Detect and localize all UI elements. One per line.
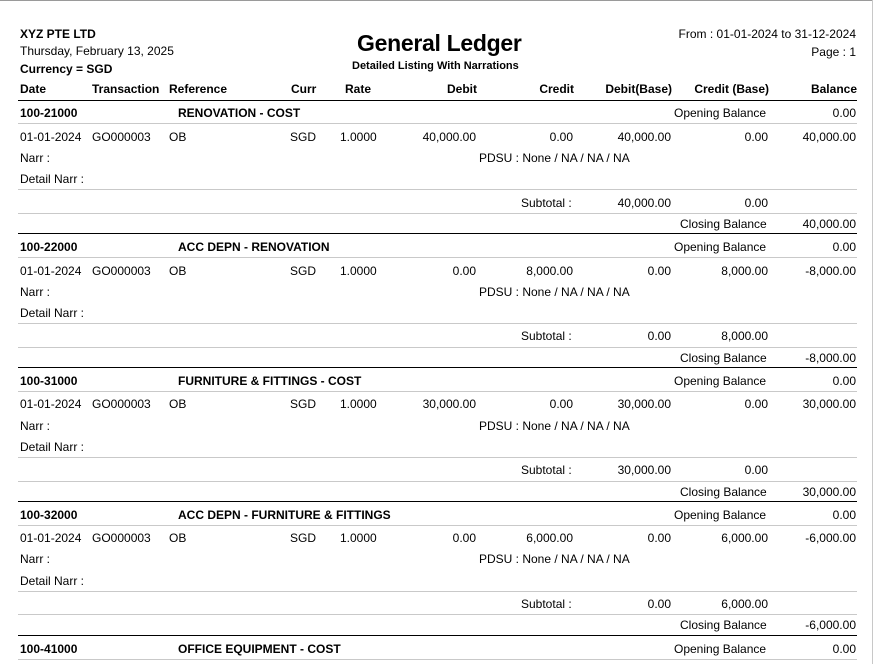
row-divider <box>18 257 857 258</box>
col-debit: Debit <box>447 82 477 96</box>
row-divider <box>18 189 857 190</box>
entry-credit-base: 6,000.00 <box>721 531 768 545</box>
entry-credit: 0.00 <box>549 130 573 144</box>
account-divider <box>18 501 857 502</box>
entry-credit-base: 0.00 <box>744 397 768 411</box>
account-code: 100-32000 <box>20 508 78 522</box>
entry-curr: SGD <box>290 130 317 144</box>
row-divider <box>18 591 857 592</box>
opening-balance-label: Opening Balance <box>674 240 767 254</box>
closing-balance-value: -6,000.00 <box>805 618 856 632</box>
opening-balance-value: 0.00 <box>832 374 856 388</box>
subtotal-label: Subtotal : <box>521 196 572 210</box>
row-divider <box>18 481 857 482</box>
report-title: General Ledger <box>357 30 522 56</box>
account-divider <box>18 367 857 368</box>
detail-narr-label: Detail Narr : <box>20 574 85 588</box>
entry-date: 01-01-2024 <box>20 264 82 278</box>
entry-reference: OB <box>169 397 187 411</box>
row-divider <box>18 457 857 458</box>
subtotal-debit: 30,000.00 <box>617 463 671 477</box>
closing-balance-label: Closing Balance <box>680 351 767 365</box>
entry-balance: 40,000.00 <box>802 130 856 144</box>
account-code: 100-41000 <box>20 642 78 656</box>
entry-rate: 1.0000 <box>340 531 377 545</box>
column-header-row <box>18 81 857 101</box>
entry-credit: 0.00 <box>549 397 573 411</box>
entry-curr: SGD <box>290 397 317 411</box>
entry-curr: SGD <box>290 531 317 545</box>
entry-debit-base: 40,000.00 <box>617 130 671 144</box>
account-divider <box>18 635 857 636</box>
narr-label: Narr : <box>20 285 50 299</box>
col-curr: Curr <box>291 82 317 96</box>
entry-reference: OB <box>169 264 187 278</box>
narr-label: Narr : <box>20 552 50 566</box>
subtotal-debit: 0.00 <box>647 597 671 611</box>
subtotal-credit: 0.00 <box>744 196 768 210</box>
account-name: FURNITURE & FITTINGS - COST <box>178 374 362 388</box>
subtotal-credit: 0.00 <box>744 463 768 477</box>
account-name: ACC DEPN - FURNITURE & FITTINGS <box>178 508 391 522</box>
pdsu-text: PDSU : None / NA / NA / NA <box>479 552 630 566</box>
subtotal-label: Subtotal : <box>521 329 572 343</box>
entry-transaction: GO000003 <box>92 130 151 144</box>
entry-reference: OB <box>169 531 187 545</box>
entry-credit: 6,000.00 <box>526 531 573 545</box>
account-code: 100-31000 <box>20 374 78 388</box>
col-reference: Reference <box>169 82 228 96</box>
opening-balance-label: Opening Balance <box>674 508 767 522</box>
col-date: Date <box>20 82 47 96</box>
entry-debit: 30,000.00 <box>422 397 476 411</box>
closing-balance-label: Closing Balance <box>680 618 767 632</box>
row-divider <box>18 659 857 660</box>
row-divider <box>18 323 857 324</box>
report-currency: Currency = SGD <box>20 62 113 76</box>
closing-balance-value: 30,000.00 <box>802 485 856 499</box>
col-debit-base: Debit(Base) <box>605 82 672 96</box>
entry-transaction: GO000003 <box>92 397 151 411</box>
opening-balance-label: Opening Balance <box>674 374 767 388</box>
entry-debit-base: 0.00 <box>647 264 671 278</box>
closing-balance-label: Closing Balance <box>680 217 767 231</box>
closing-balance-value: 40,000.00 <box>802 217 856 231</box>
col-credit-base: Credit (Base) <box>694 82 769 96</box>
row-divider <box>18 391 857 392</box>
pdsu-text: PDSU : None / NA / NA / NA <box>479 419 630 433</box>
subtotal-label: Subtotal : <box>521 463 572 477</box>
narr-label: Narr : <box>20 419 50 433</box>
account-code: 100-22000 <box>20 240 78 254</box>
account-name: OFFICE EQUIPMENT - COST <box>178 642 341 656</box>
account-name: RENOVATION - COST <box>178 106 301 120</box>
entry-rate: 1.0000 <box>340 264 377 278</box>
entry-transaction: GO000003 <box>92 264 151 278</box>
opening-balance-value: 0.00 <box>832 642 856 656</box>
row-divider <box>18 213 857 214</box>
detail-narr-label: Detail Narr : <box>20 440 85 454</box>
closing-balance-value: -8,000.00 <box>805 351 856 365</box>
pdsu-text: PDSU : None / NA / NA / NA <box>479 151 630 165</box>
col-balance: Balance <box>810 82 857 96</box>
entry-rate: 1.0000 <box>340 130 377 144</box>
entry-debit-base: 30,000.00 <box>617 397 671 411</box>
opening-balance-value: 0.00 <box>832 106 856 120</box>
entry-credit: 8,000.00 <box>526 264 573 278</box>
entry-rate: 1.0000 <box>340 397 377 411</box>
entry-debit: 40,000.00 <box>422 130 476 144</box>
entry-transaction: GO000003 <box>92 531 151 545</box>
subtotal-label: Subtotal : <box>521 597 572 611</box>
detail-narr-label: Detail Narr : <box>20 172 85 186</box>
entry-date: 01-01-2024 <box>20 531 82 545</box>
entry-balance: 30,000.00 <box>802 397 856 411</box>
page-number: Page : 1 <box>811 45 856 59</box>
row-divider <box>18 614 857 615</box>
opening-balance-label: Opening Balance <box>674 642 767 656</box>
col-rate: Rate <box>345 82 372 96</box>
detail-narr-label: Detail Narr : <box>20 306 85 320</box>
account-code: 100-21000 <box>20 106 78 120</box>
row-divider <box>18 525 857 526</box>
entry-balance: -8,000.00 <box>805 264 856 278</box>
entry-date: 01-01-2024 <box>20 397 82 411</box>
subtotal-debit: 0.00 <box>647 329 671 343</box>
subtotal-debit: 40,000.00 <box>617 196 671 210</box>
entry-balance: -6,000.00 <box>805 531 856 545</box>
account-divider <box>18 233 857 234</box>
col-credit: Credit <box>539 82 574 96</box>
entry-debit: 0.00 <box>452 531 476 545</box>
entry-debit-base: 0.00 <box>647 531 671 545</box>
run-date: Thursday, February 13, 2025 <box>20 44 174 58</box>
opening-balance-value: 0.00 <box>832 508 856 522</box>
entry-date: 01-01-2024 <box>20 130 82 144</box>
entry-credit-base: 0.00 <box>744 130 768 144</box>
pdsu-text: PDSU : None / NA / NA / NA <box>479 285 630 299</box>
report-subtitle: Detailed Listing With Narrations <box>352 60 519 72</box>
col-transaction: Transaction <box>92 82 160 96</box>
subtotal-credit: 6,000.00 <box>721 597 768 611</box>
page-top-border <box>0 0 872 1</box>
subtotal-credit: 8,000.00 <box>721 329 768 343</box>
entry-credit-base: 8,000.00 <box>721 264 768 278</box>
entry-curr: SGD <box>290 264 317 278</box>
entry-reference: OB <box>169 130 187 144</box>
narr-label: Narr : <box>20 151 50 165</box>
closing-balance-label: Closing Balance <box>680 485 767 499</box>
company-name: XYZ PTE LTD <box>20 27 96 41</box>
opening-balance-value: 0.00 <box>832 240 856 254</box>
report-period: From : 01-01-2024 to 31-12-2024 <box>678 27 856 41</box>
opening-balance-label: Opening Balance <box>674 106 767 120</box>
row-divider <box>18 347 857 348</box>
entry-debit: 0.00 <box>452 264 476 278</box>
account-name: ACC DEPN - RENOVATION <box>178 240 330 254</box>
row-divider <box>18 123 857 124</box>
